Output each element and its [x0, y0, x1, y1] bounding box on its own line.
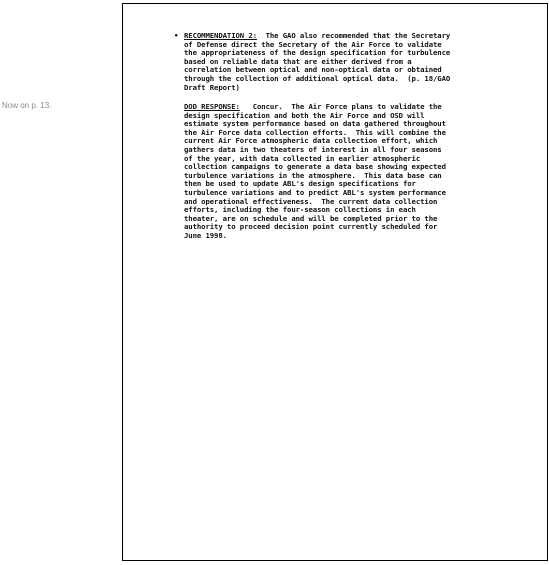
document-page: [122, 3, 548, 561]
recommendation-line: through the collection of additional optical data. (p. 18/GAO: [184, 73, 451, 83]
bullet-icon: •: [174, 31, 179, 40]
response-heading: DOD RESPONSE:: [184, 102, 240, 111]
response-line: estimate system performance based on data gathered throughout: [184, 119, 446, 129]
margin-page-note: Now on p. 13.: [2, 101, 52, 110]
response-line: theater, are on schedule and will be completed prior to the: [184, 213, 438, 223]
response-line: the Air Force data collection efforts. This will combine the: [184, 127, 446, 137]
response-line: gathers data in two theaters of interest in all four seasons: [184, 144, 442, 154]
response-line: June 1998.: [184, 230, 227, 240]
response-line: and operational effectiveness. The current data collection: [184, 196, 438, 206]
recommendation-line: Draft Report): [184, 82, 240, 92]
response-line: authority to proceed decision point currently scheduled for: [184, 222, 438, 232]
recommendation-text: The GAO also recommended that the Secretary: [265, 31, 451, 40]
response-text: Concur. The Air Force plans to validate the: [252, 102, 442, 111]
recommendation-line: of Defense direct the Secretary of the Air Force to validate: [184, 39, 442, 49]
response-line: collection campaigns to generate a data base showing expected: [184, 162, 446, 172]
response-paragraph: [184, 103, 502, 241]
recommendation-line: correlation between optical and non-optical data or obtained: [184, 65, 442, 75]
response-line: current Air Force atmospheric data collection effort, which: [184, 136, 438, 146]
response-line: then be used to update ABL's design specifications for: [184, 179, 416, 189]
recommendation-heading: RECOMMENDATION 2:: [184, 31, 257, 40]
recommendation-line: the appropriateness of the design specification for turbulence: [184, 48, 451, 58]
recommendation-line: based on reliable data that are either derived from a: [184, 56, 412, 66]
response-line: turbulence variations and to predict ABL's system performance: [184, 187, 446, 197]
response-line: efforts, including the four-season collections in each: [184, 205, 416, 215]
recommendation-paragraph: [184, 32, 502, 92]
response-line: turbulence variations in the atmosphere. This data base can: [184, 170, 442, 180]
response-line: of the year, with data collected in earlier atmospheric: [184, 153, 421, 163]
response-line: design specification and both the Air Force and OSD will: [184, 110, 425, 120]
